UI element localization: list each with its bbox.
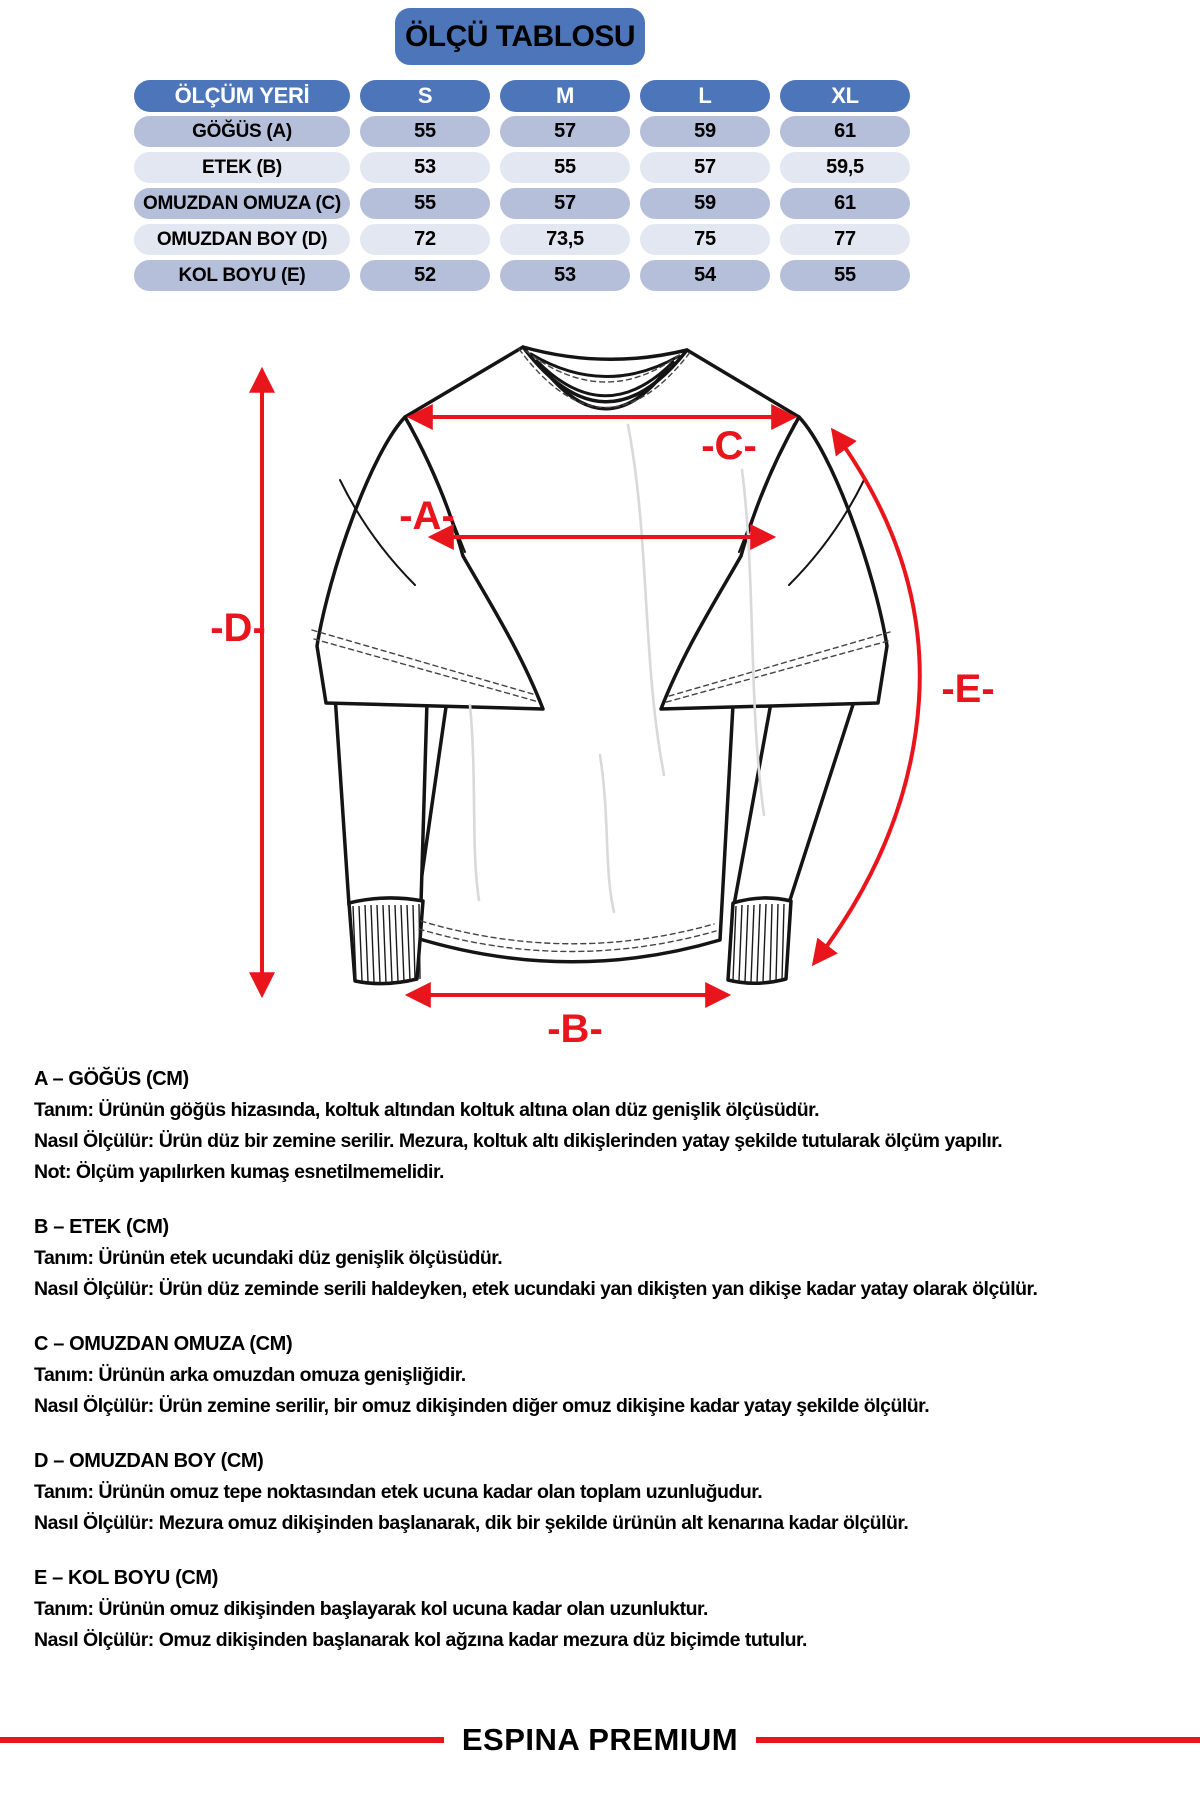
table-value: 55 bbox=[500, 152, 630, 183]
section-line: Tanım: Ürünün etek ucundaki düz genişlik ölçüsüdür. bbox=[34, 1247, 503, 1269]
table-value: 57 bbox=[500, 116, 630, 147]
row-label-gogus: GÖĞÜS (A) bbox=[134, 116, 350, 147]
label-b: -B- bbox=[547, 1007, 603, 1051]
tshirt-measurement-diagram bbox=[0, 300, 1200, 1060]
measurement-descriptions bbox=[34, 1064, 1184, 1680]
table-value: 77 bbox=[780, 224, 910, 255]
section-heading: E – KOL BOYU (CM) bbox=[34, 1567, 218, 1589]
size-header-xl: XL bbox=[780, 80, 910, 112]
table-value: 75 bbox=[640, 224, 770, 255]
section-line: Nasıl Ölçülür: Mezura omuz dikişinden başlanarak, dik bir şekilde ürünün alt kenarına kadar ölçülür. bbox=[34, 1512, 909, 1534]
label-a: -A- bbox=[399, 494, 455, 538]
row-label-kol-boyu: KOL BOYU (E) bbox=[134, 260, 350, 291]
section-line: Tanım: Ürünün göğüs hizasında, koltuk altından koltuk altına olan düz genişlik ölçüsüdür. bbox=[34, 1099, 820, 1121]
table-value: 73,5 bbox=[500, 224, 630, 255]
brand-name: ESPINA PREMIUM bbox=[461, 1722, 739, 1757]
section-line: Tanım: Ürünün arka omuzdan omuza genişliğidir. bbox=[34, 1364, 466, 1386]
section-line: Tanım: Ürünün omuz tepe noktasından etek ucuna kadar olan toplam uzunluğudur. bbox=[34, 1481, 763, 1503]
table-value: 57 bbox=[640, 152, 770, 183]
section-d bbox=[34, 1446, 1184, 1539]
size-header-s: S bbox=[360, 80, 490, 112]
footer-rule-right bbox=[756, 1737, 1200, 1743]
section-line: Not: Ölçüm yapılırken kumaş esnetilmemelidir. bbox=[34, 1161, 444, 1183]
table-corner-header: ÖLÇÜM YERİ bbox=[134, 80, 350, 112]
section-c bbox=[34, 1329, 1184, 1422]
table-value: 57 bbox=[500, 188, 630, 219]
table-value: 54 bbox=[640, 260, 770, 291]
label-d: -D- bbox=[210, 606, 266, 650]
table-value: 53 bbox=[360, 152, 490, 183]
table-value: 59,5 bbox=[780, 152, 910, 183]
section-line: Nasıl Ölçülür: Ürün zemine serilir, bir omuz dikişinden diğer omuz dikişine kadar yatay şekilde ölçülür. bbox=[34, 1395, 930, 1417]
table-value: 59 bbox=[640, 116, 770, 147]
table-value: 61 bbox=[780, 116, 910, 147]
label-e: -E- bbox=[941, 667, 995, 711]
size-header-m: M bbox=[500, 80, 630, 112]
section-heading: C – OMUZDAN OMUZA (CM) bbox=[34, 1333, 293, 1355]
table-value: 59 bbox=[640, 188, 770, 219]
section-line: Nasıl Ölçülür: Ürün düz bir zemine serilir. Mezura, koltuk altı dikişlerinden yatay şekilde tutularak ölçüm yapılır. bbox=[34, 1130, 1003, 1152]
size-header-l: L bbox=[640, 80, 770, 112]
table-value: 53 bbox=[500, 260, 630, 291]
table-value: 55 bbox=[360, 188, 490, 219]
label-c: -C- bbox=[701, 424, 757, 468]
page-title: ÖLÇÜ TABLOSU bbox=[395, 8, 645, 65]
section-heading: B – ETEK (CM) bbox=[34, 1216, 169, 1238]
section-line: Nasıl Ölçülür: Ürün düz zeminde serili haldeyken, etek ucundaki yan dikişten yan dikişe kadar yatay olarak ölçülür. bbox=[34, 1278, 1038, 1300]
row-label-omuzdan-omuza: OMUZDAN OMUZA (C) bbox=[134, 188, 350, 219]
row-label-etek: ETEK (B) bbox=[134, 152, 350, 183]
table-value: 61 bbox=[780, 188, 910, 219]
section-e bbox=[34, 1563, 1184, 1656]
table-value: 55 bbox=[780, 260, 910, 291]
section-heading: D – OMUZDAN BOY (CM) bbox=[34, 1450, 264, 1472]
footer-rule-left bbox=[0, 1737, 444, 1743]
section-b bbox=[34, 1212, 1184, 1305]
section-a bbox=[34, 1064, 1184, 1188]
table-value: 52 bbox=[360, 260, 490, 291]
row-label-omuzdan-boy: OMUZDAN BOY (D) bbox=[134, 224, 350, 255]
section-line: Nasıl Ölçülür: Omuz dikişinden başlanarak kol ağzına kadar mezura düz biçimde tutulur. bbox=[34, 1629, 807, 1651]
section-line: Tanım: Ürünün omuz dikişinden başlayarak kol ucuna kadar olan uzunluktur. bbox=[34, 1598, 708, 1620]
section-heading: A – GÖĞÜS (CM) bbox=[34, 1068, 189, 1090]
table-value: 55 bbox=[360, 116, 490, 147]
size-table bbox=[134, 80, 910, 291]
table-value: 72 bbox=[360, 224, 490, 255]
footer bbox=[0, 1712, 1200, 1768]
